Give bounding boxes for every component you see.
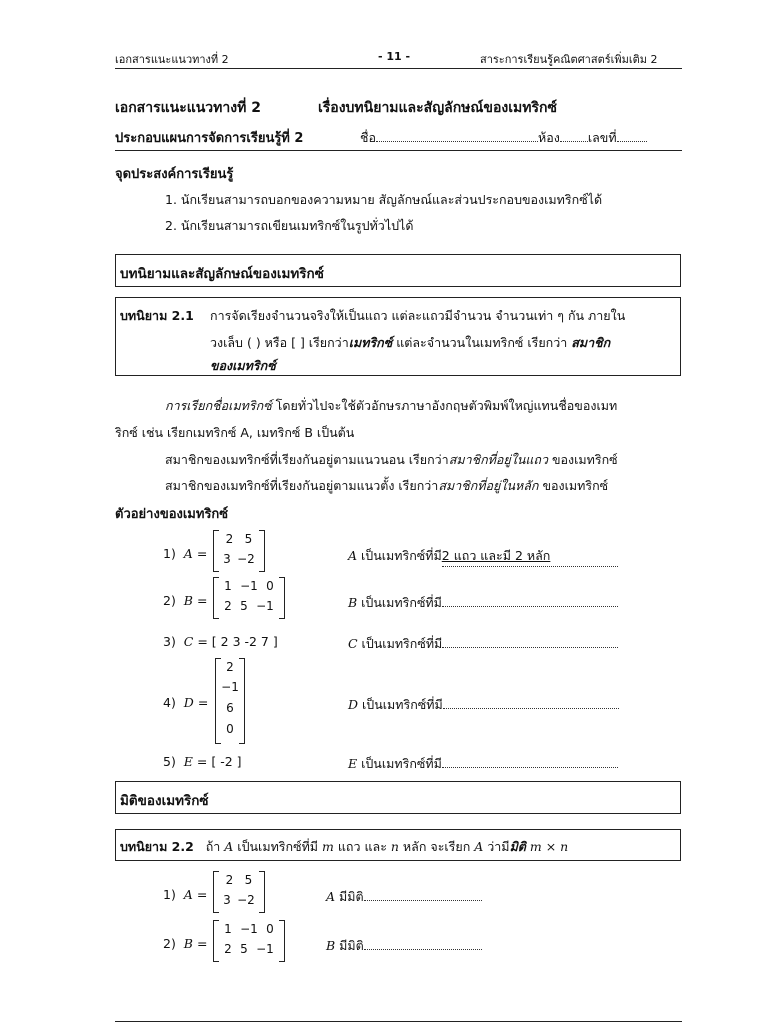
examples-heading: ตัวอย่างของเมทริกซ์ — [115, 507, 229, 522]
section-box-dimensions — [115, 781, 681, 814]
example-1-description: A เป็นเมทริกซ์ที่มี2 แถว และมี 2 หลัก — [348, 546, 618, 567]
matrix-b: 1 −1 0 2 5 −1 — [213, 577, 285, 619]
header-rule — [115, 68, 682, 69]
naming-paragraph-2: ริกซ์ เช่น เรียกเมทริกซ์ A, เมทริกซ์ B เป็นต้น — [115, 425, 355, 440]
example-4-description[interactable]: D เป็นเมทริกซ์ที่มี — [348, 695, 619, 715]
definition-line-1: การจัดเรียงจำนวนจริงให้เป็นแถว แต่ละแถวมีจำนวน จำนวนเท่า ๆ กัน ภายใน — [210, 308, 626, 323]
example-2-label: 2) B = — [163, 593, 208, 608]
example-3-label: 3) C = [ 2 3 -2 7 ] — [163, 634, 278, 649]
dimension-2-label: 2) B = — [163, 936, 208, 951]
objectives-heading: จุดประสงค์การเรียนรู้ — [115, 167, 234, 182]
dimension-matrix-a: 2 5 3 −2 — [213, 871, 265, 913]
matrix-d: 2 −1 6 0 — [215, 658, 245, 744]
example-1-answer: 2 แถว และมี 2 หลัก — [441, 548, 551, 563]
objective-item-1: 1. นักเรียนสามารถบอกของความหมาย สัญลักษณ์และส่วนประกอบของเมทริกซ์ได้ — [165, 192, 603, 207]
dimension-2-description[interactable]: B มีมิติ — [326, 936, 482, 956]
example-4-label: 4) D = — [163, 695, 209, 710]
page-number: - 11 - — [378, 50, 411, 63]
number-label: เลขที่ — [587, 130, 617, 145]
definition-label: บทนิยาม 2.1 — [120, 308, 194, 323]
example-5-label: 5) E = [ -2 ] — [163, 754, 242, 769]
definition-line-3: ของเมทริกซ์ — [210, 358, 276, 373]
doc-title-right: เรื่องบทนิยามและสัญลักษณ์ของเมทริกซ์ — [318, 100, 557, 116]
example-3-description[interactable]: C เป็นเมทริกซ์ที่มี — [348, 634, 618, 654]
example-2-description[interactable]: B เป็นเมทริกซ์ที่มี — [348, 593, 618, 613]
naming-paragraph-1: การเรียกชื่อเมทริกซ์ โดยทั่วไปจะใช้ตัวอักษรภาษาอังกฤษตัวพิมพ์ใหญ่แทนชื่อของเมท — [165, 398, 618, 413]
plan-label: ประกอบแผนการจัดการเรียนรู้ที่ 2 — [115, 131, 304, 146]
title-rule — [115, 150, 682, 151]
header-right: สาระการเรียนรู้คณิตศาสตร์เพิ่มเติม 2 — [480, 53, 658, 66]
section-title: มิติของเมทริกซ์ — [120, 793, 209, 809]
definition-box-2-1 — [115, 297, 681, 376]
term-matrix: เมทริกซ์ — [348, 335, 393, 350]
section-title: บทนิยามและสัญลักษณ์ของเมทริกซ์ — [120, 266, 324, 282]
dimension-1-label: 1) A = — [163, 887, 208, 902]
doc-title-left: เอกสารแนะแนวทางที่ 2 — [115, 100, 261, 116]
dimension-matrix-b: 1 −1 0 2 5 −1 — [213, 920, 285, 962]
room-label: ห้อง — [538, 130, 560, 145]
example-1-label: 1) A = — [163, 546, 208, 561]
naming-row-elements: สมาชิกของเมทริกซ์ที่เรียงกันอยู่ตามแนวนอน เรียกว่าสมาชิกที่อยู่ในแถว ของเมทริกซ์ — [165, 452, 618, 467]
objective-item-2: 2. นักเรียนสามารถเขียนเมทริกซ์ในรูปทั่วไปได้ — [165, 218, 414, 233]
definition-2-2-text: บทนิยาม 2.2 ถ้า A เป็นเมทริกซ์ที่มี m แถว และ n หลัก จะเรียก A ว่ามีมิติ m × n — [120, 839, 569, 854]
section-box-definitions — [115, 254, 681, 287]
definition-line-2: วงเล็บ ( ) หรือ [ ] เรียกว่าเมทริกซ์ แต่ละจำนวนในเมทริกซ์ เรียกว่า สมาชิก — [210, 335, 611, 350]
dimension-1-description[interactable]: A มีมิติ — [326, 887, 482, 907]
name-field[interactable] — [360, 128, 647, 148]
naming-column-elements: สมาชิกของเมทริกซ์ที่เรียงกันอยู่ตามแนวตั้ง เรียกว่าสมาชิกที่อยู่ในหลัก ของเมทริกซ์ — [165, 478, 609, 493]
footer-rule — [115, 1021, 682, 1022]
definition-box-2-2 — [115, 829, 681, 861]
example-5-description[interactable]: E เป็นเมทริกซ์ที่มี — [348, 754, 618, 774]
name-label: ชื่อ — [360, 130, 376, 145]
header-left: เอกสารแนะแนวทางที่ 2 — [115, 53, 229, 66]
matrix-a: 2 5 3 −2 — [213, 530, 265, 572]
term-element: สมาชิก — [571, 335, 611, 350]
